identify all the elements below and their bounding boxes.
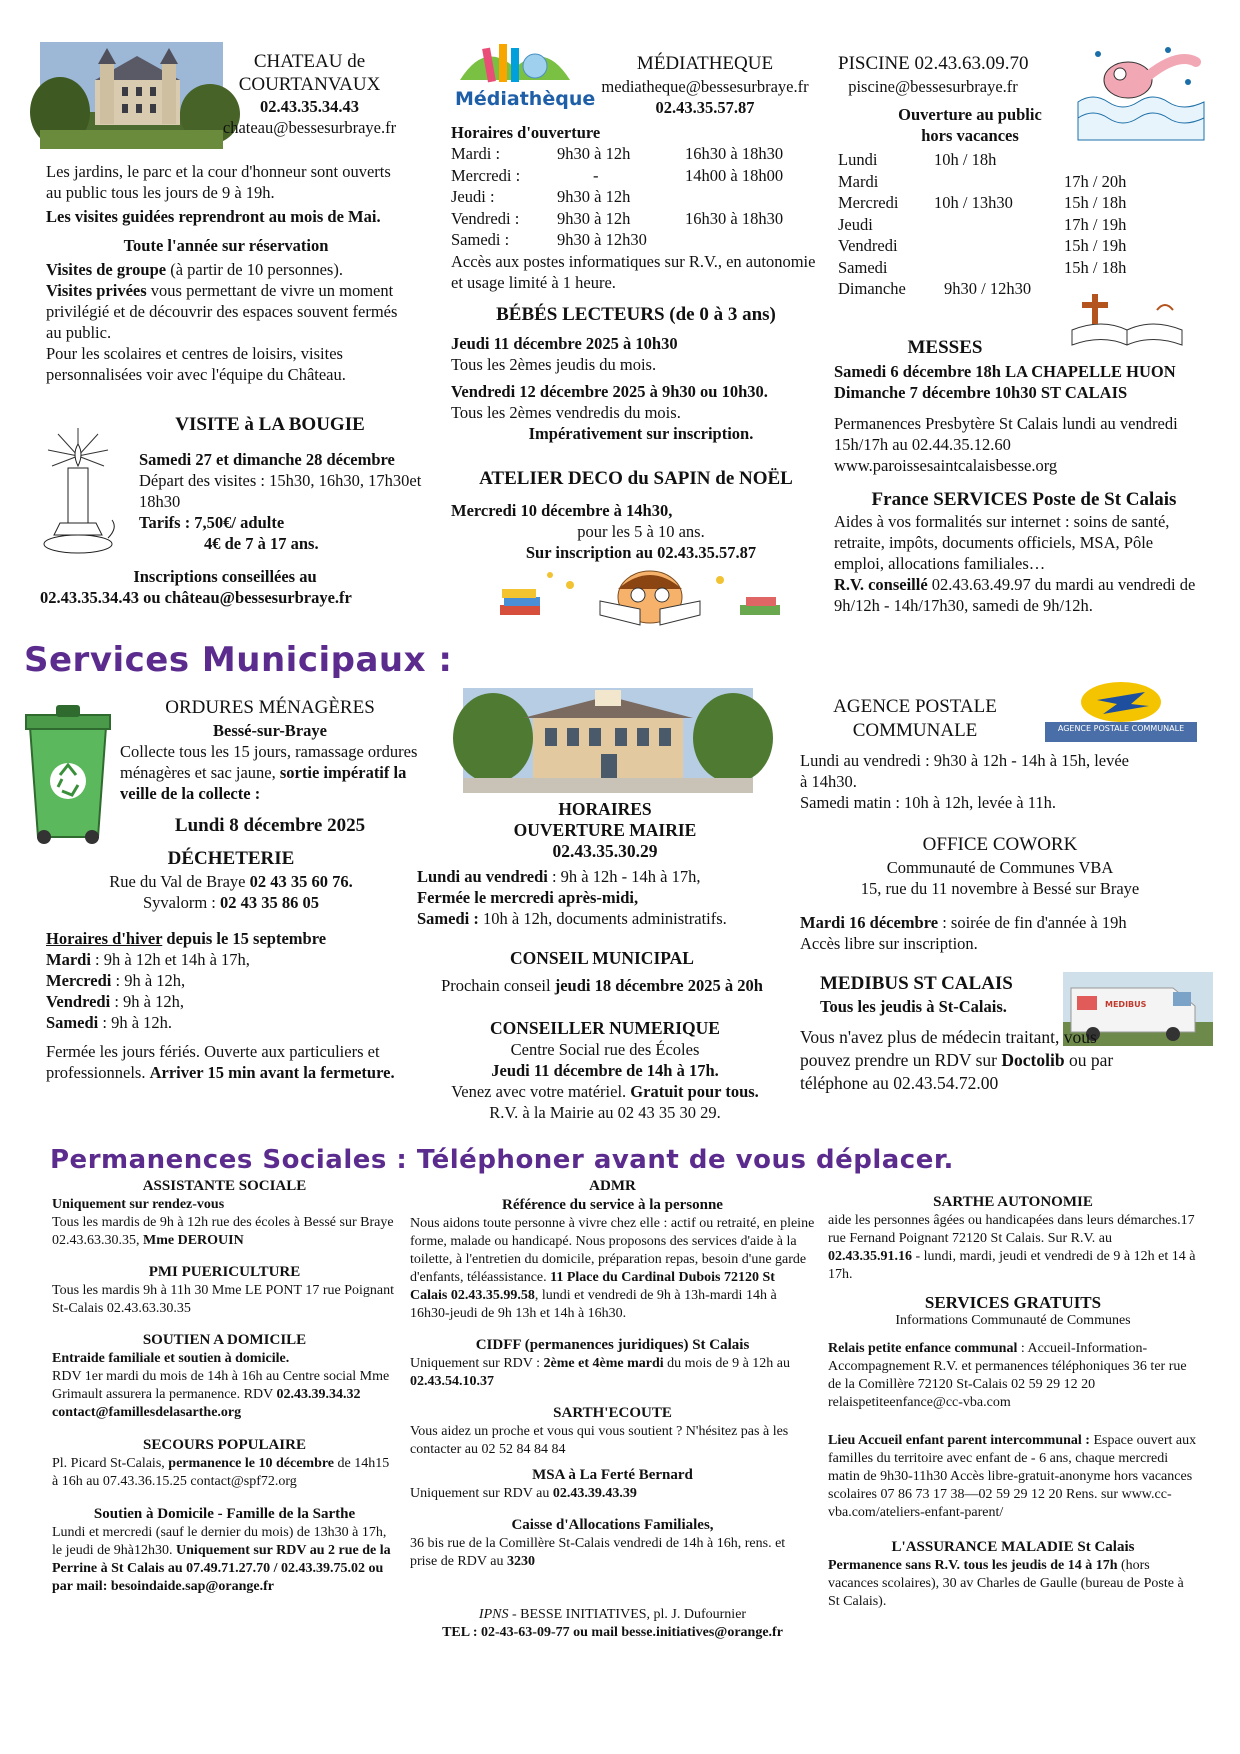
decheterie-hours: : 9h à 12h et 14h à 17h,	[90, 950, 250, 969]
atelier-title: ATELIER DECO du SAPIN de NOËL	[479, 468, 793, 489]
bougie-inscription-2[interactable]: 02.43.35.34.43 ou château@bessesurbraye.fr	[40, 588, 352, 607]
caf-text: 36 bis rue de la Comillère St-Calais vendredi de 14h à 16h, rens. et prise de RDV au	[410, 1536, 786, 1569]
hours-day: Samedi	[838, 257, 888, 277]
medibus-bus-label: MEDIBUS	[1105, 1000, 1147, 1009]
lieu-accueil-text[interactable]: Espace ouvert aux familles du territoire avec enfant de - 6 ans, chaque mercredi matin de 9h30-11h30 Accès libre-gratuit-anonyme hors vacances scolaires 07 86 73 17 38—02 59 29 12 20 Rens. sur www.cc-vba.com/ateliers-enfant-parent/	[828, 1433, 1197, 1520]
secours-contact[interactable]: de 14h15 à 16h au 07.43.36.15.25 contact@spf72.org	[52, 1456, 390, 1489]
bougie-tarif-1: Tarifs : 7,50€/ adulte	[139, 513, 285, 532]
services-municipaux-heading: Services Municipaux :	[24, 640, 453, 680]
cidff-text-2: du mois de 9 à 12h au	[663, 1356, 790, 1371]
sarthecoute-text[interactable]: Vous aidez un proche et vous qui vous soutient ? N'hésitez pas à les contacter au 02 52 84 84 84	[410, 1424, 789, 1457]
bougie-inscription-1: Inscriptions conseillées au	[133, 567, 317, 586]
chateau-photo	[40, 42, 223, 149]
chateau-title-1: CHATEAU de	[253, 51, 366, 72]
medibus-title: MEDIBUS ST CALAIS	[820, 973, 1013, 994]
decheterie-hours: : 9h à 12h,	[111, 971, 186, 990]
bougie-title: VISITE à LA BOUGIE	[175, 414, 365, 435]
chateau-phone[interactable]: 02.43.35.34.43	[260, 97, 359, 116]
hours-day: Mardi :	[451, 144, 501, 163]
agence-saturday: Samedi matin : 10h à 12h, levée à 11h.	[800, 793, 1056, 812]
hours-pm: 15h / 18h	[1064, 257, 1127, 277]
numerique-materiel: Venez avec votre matériel.	[451, 1082, 631, 1101]
assistante-title: ASSISTANTE SOCIALE	[142, 1178, 307, 1194]
mediatheque-logo-text: Médiathèque	[455, 88, 596, 110]
chateau-scolaires: Pour les scolaires et centres de loisirs, visites personnalisées voir avec l'équipe du Château.	[46, 344, 346, 384]
chateau-reservation: Toute l'année sur réservation	[123, 236, 329, 255]
mairie-photo	[463, 688, 753, 793]
cidff-days: 2ème et 4ème mardi	[543, 1356, 664, 1371]
mediatheque-title: MÉDIATHEQUE	[636, 53, 774, 74]
soutien-contact[interactable]: 02.43.39.34.32 contact@famillesdelasarthe.org	[52, 1387, 361, 1420]
soutien2-text: Lundi et mercredi (sauf le dernier du mois) de 13h30 à 17h, le jeudi de 9hà12h30.	[52, 1525, 387, 1558]
bebes-text-2: Tous les 2èmes vendredis du mois.	[451, 403, 681, 422]
secours-text: Pl. Picard St-Calais,	[52, 1456, 169, 1471]
messes-line-2: Dimanche 7 décembre 10h30 ST CALAIS	[834, 383, 1128, 402]
numerique-gratuit: Gratuit pour tous.	[630, 1082, 759, 1101]
bebes-text-1: Tous les 2èmes jeudis du mois.	[451, 355, 657, 374]
ordures-subtitle: Bessé-sur-Braye	[213, 721, 327, 740]
swimmer-icon	[1078, 42, 1204, 140]
mairie-phone[interactable]: 02.43.35.30.29	[552, 841, 658, 861]
msa-title: MSA à La Ferté Bernard	[532, 1467, 693, 1483]
numerique-title: CONSEILLER NUMERIQUE	[490, 1018, 720, 1038]
hours-am: 9h30 à 12h	[557, 144, 631, 163]
piscine-title[interactable]: PISCINE 02.43.63.09.70	[838, 53, 1029, 74]
mediatheque-phone[interactable]: 02.43.35.57.87	[655, 98, 755, 117]
cidff-title: CIDFF (permanences juridiques) St Calais	[475, 1337, 750, 1353]
permanences-heading: Permanences Sociales : Téléphoner avant de vous déplacer.	[50, 1145, 954, 1175]
hours-am: -	[593, 165, 599, 185]
admr-hours: , lundi et vendredi de 9h à 13h-mardi 14h à 16h30-jeudi de 9h 13h et 14h à 16h30.	[410, 1288, 777, 1321]
hours-am: 9h30 à 12h	[557, 187, 631, 206]
gratuits-subtitle: Informations Communauté de Communes	[895, 1313, 1131, 1328]
ipns-label: IPNS	[478, 1607, 509, 1622]
decheterie-day: Mercredi	[46, 971, 112, 990]
chateau-privees-text: vous permettant de vivre un moment privilégié et de découvrir des espaces souvent fermés au public.	[46, 281, 398, 342]
cowork-line-2: 15, rue du 11 novembre à Bessé sur Braye	[860, 879, 1140, 898]
atelier-age: pour les 5 à 10 ans.	[577, 522, 705, 541]
atelier-inscription[interactable]: Sur inscription au 02.43.35.57.87	[525, 543, 757, 562]
numerique-rv[interactable]: R.V. à la Mairie au 02 43 35 30 29.	[489, 1103, 721, 1122]
decheterie-day: Vendredi	[46, 992, 111, 1011]
agence-title-2: COMMUNALE	[852, 720, 978, 741]
cowork-event: : soirée de fin d'année à 19h	[938, 913, 1127, 932]
cowork-line-1: Communauté de Communes VBA	[886, 858, 1114, 877]
chateau-title-2: COURTANVAUX	[238, 74, 381, 95]
numerique-location: Centre Social rue des Écoles	[510, 1040, 700, 1059]
numerique-date: Jeudi 11 décembre de 14h à 17h.	[491, 1061, 719, 1080]
chateau-privees-label: Visites privées	[46, 281, 147, 300]
decheterie-hiver-text: depuis le 15 septembre	[162, 929, 327, 948]
cidff-phone[interactable]: 02.43.54.10.37	[410, 1374, 494, 1389]
admr-title: ADMR	[589, 1178, 636, 1194]
medibus-phone[interactable]: ou par téléphone au 02.43.54.72.00	[800, 1050, 1114, 1093]
mairie-saturday-hours: 10h à 12h, documents administratifs.	[478, 909, 727, 928]
piscine-email[interactable]: piscine@bessesurbraye.fr	[848, 77, 1018, 96]
hours-pm	[685, 229, 825, 251]
hours-am	[934, 171, 1064, 193]
assistante-name: Mme DEROUIN	[143, 1233, 244, 1248]
conseil-text: Prochain conseil	[441, 976, 555, 995]
hours-pm: 14h00 à 18h00	[685, 165, 784, 185]
hours-pm: 16h30 à 18h30	[685, 144, 784, 163]
hours-am	[934, 235, 1064, 257]
secours-date: permanence le 10 décembre	[168, 1456, 335, 1471]
admr-address: 11 Place du Cardinal Dubois 72120 St Calais 02.43.35.99.58	[410, 1270, 775, 1303]
chateau-text-1: Les jardins, le parc et la cour d'honneur sont ouverts au public tous les jours de 9 à 19h.	[46, 162, 391, 202]
medibus-doctolib[interactable]: Doctolib	[1001, 1050, 1065, 1070]
sarthe-autonomie-text: aide les personnes âgées ou handicapées dans leurs démarches.17 rue Fernand Poignant 72120 St Calais. Sur R.V. au	[828, 1213, 1195, 1246]
messes-line-1: Samedi 6 décembre 18h LA CHAPELLE HUON	[834, 362, 1176, 381]
decheterie-closed: Fermée les jours fériés. Ouverte aux particuliers et professionnels.	[46, 1042, 380, 1082]
msa-phone[interactable]: 02.43.39.43.39	[552, 1486, 637, 1501]
assurance-text: (hors vacances scolaires), 30 av Charles de Gaulle (bureau de Poste à St Calais).	[828, 1558, 1184, 1609]
hours-pm: 16h30 à 18h30	[685, 208, 784, 228]
hours-day: Mardi	[838, 171, 879, 191]
candle-icon	[38, 426, 118, 566]
hours-am	[934, 214, 1064, 236]
piscine-subtitle-2: hors vacances	[921, 126, 1019, 145]
caf-phone[interactable]: 3230	[506, 1554, 535, 1569]
sarthe-autonomie-hours: - lundi, mardi, jeudi et vendredi de 9 à 12h et 14 à 17h.	[828, 1249, 1196, 1282]
hours-pm: 15h / 19h	[1064, 236, 1127, 255]
cowork-date: Mardi 16 décembre	[800, 913, 939, 932]
hours-day: Dimanche	[838, 279, 906, 298]
france-services-text: Aides à vos formalités sur internet : soins de santé, retraite, impôts, documents officiels, MSA, Pôle emploi, allocations familiales…	[834, 512, 1170, 573]
bebes-date-2: Vendredi 12 décembre 2025 à 9h30 ou 10h30.	[451, 382, 768, 401]
decheterie-title: DÉCHETERIE	[167, 848, 295, 869]
msa-text: Uniquement sur RDV au	[410, 1486, 553, 1501]
messes-title: MESSES	[907, 337, 983, 358]
ordures-text-bold: sortie impératif la veille de la collecte :	[120, 763, 407, 803]
soutien-text: RDV 1er mardi du mois de 14h à 16h au Centre social Mme Grimault assurera la permanence. RDV	[52, 1369, 390, 1402]
caf-title: Caisse d'Allocations Familiales,	[511, 1517, 714, 1533]
piscine-hours-table	[838, 149, 1178, 300]
soutien2-contact[interactable]: Uniquement sur RDV au 2 rue de la Perrine à St Calais au 07.49.71.27.70 / 02.43.39.75.02 ou par mail: besoindaide.sap@orange.fr	[52, 1543, 391, 1594]
hours-am: 9h30 à 12h30	[557, 230, 647, 249]
chateau-email[interactable]: chateau@bessesurbraye.fr	[222, 118, 397, 137]
decheterie-syvalorm-label: Syvalorm :	[143, 893, 220, 912]
hours-am: 10h / 18h	[934, 150, 997, 169]
decheterie-day: Mardi	[46, 950, 91, 969]
gratuits-title: SERVICES GRATUITS	[924, 1293, 1102, 1312]
bougie-dates: Samedi 27 et dimanche 28 décembre	[139, 450, 395, 469]
la-poste-logo	[1045, 680, 1197, 742]
hours-day: Samedi :	[451, 230, 510, 249]
hours-am: 10h / 13h30	[934, 193, 1013, 212]
hours-pm: 17h / 19h	[1064, 214, 1127, 234]
mairie-weekday-label: Lundi au vendredi	[417, 867, 548, 886]
admr-text: Nous aidons toute personne à vivre chez elle : actif ou retraité, en pleine forme, malade ou handicapé. Nous proposons des services d'aide à la toilette, à l'entretien du domicile, préparation repas, besoin d'une garde d'enfants, téléassistance.	[410, 1216, 815, 1285]
ipns-org: - BESSE INITIATIVES, pl. J. Dufournier	[508, 1607, 747, 1622]
cowork-access: Accès libre sur inscription.	[800, 934, 978, 953]
decheterie-closed-bold: Arriver 15 min avant la fermeture.	[149, 1063, 395, 1082]
hours-day: Vendredi :	[451, 208, 520, 228]
hours-am: 9h30 à 12h	[557, 208, 631, 228]
mediatheque-hours-table	[451, 143, 831, 251]
sarthecoute-title: SARTH'ECOUTE	[553, 1405, 672, 1421]
piscine-subtitle-1: Ouverture au public	[898, 105, 1042, 124]
decheterie-day: Samedi	[46, 1013, 99, 1032]
relais-label: Relais petite enfance communal	[828, 1341, 1018, 1356]
mediatheque-hours-title: Horaires d'ouverture	[451, 123, 601, 142]
bougie-tarif-2: 4€ de 7 à 17 ans.	[204, 534, 319, 553]
france-services-rv-text[interactable]: 02.43.63.49.97 du mardi au vendredi de 9h/12h - 14h/17h30, samedi de 9h/12h.	[834, 575, 1196, 615]
hours-pm: 17h / 20h	[1064, 171, 1127, 191]
hours-pm: 15h / 18h	[1064, 193, 1127, 212]
relais-text[interactable]: : Accueil-Information-Accompagnement R.V. et permanences téléphoniques 36 ter rue de la Comillère 72120 St-Calais 02 59 29 12 20 relaispetiteenfance@cc-vba.com	[828, 1341, 1187, 1410]
mediatheque-acces: Accès aux postes informatiques sur R.V., en autonomie et usage limité à 1 heure.	[451, 251, 816, 292]
hours-day: Lundi	[838, 150, 878, 169]
hours-am: 9h30 / 12h30	[944, 279, 1032, 298]
hours-day: Mercredi :	[451, 165, 521, 185]
pmi-text: Tous les mardis 9h à 11h 30 Mme LE PONT 17 rue Poignant St-Calais 02.43.63.30.35	[52, 1283, 394, 1316]
hours-day: Jeudi	[838, 214, 873, 234]
soutien-subtitle: Entraide familiale et soutien à domicile.	[52, 1351, 290, 1366]
assistante-text: Tous les mardis de 9h à 12h rue des écoles à Bessé sur Braye 02.43.63.30.35,	[52, 1215, 394, 1248]
decheterie-phone-1[interactable]: 02 43 35 60 76.	[249, 872, 353, 891]
cidff-text: Uniquement sur RDV :	[410, 1356, 544, 1371]
messes-website[interactable]: www.paroissesaintcalaisbesse.org	[834, 456, 1058, 475]
hours-day: Mercredi	[838, 193, 899, 212]
chateau-groupe-label: Visites de groupe	[46, 260, 167, 279]
hours-day: Jeudi :	[451, 187, 495, 206]
reading-kids-illustration	[490, 565, 800, 630]
bougie-depart: Départ des visites : 15h30, 16h30, 17h30et 18h30	[139, 471, 422, 511]
medibus-text: Vous n'avez plus de médecin traitant, vous pouvez prendre un RDV sur	[800, 1027, 1097, 1070]
chateau-groupe-text: (à partir de 10 personnes).	[166, 260, 343, 279]
mairie-saturday-label: Samedi :	[417, 909, 479, 928]
decheterie-phone-2[interactable]: 02 43 35 86 05	[220, 893, 319, 912]
pmi-title: PMI PUERICULTURE	[148, 1264, 301, 1280]
sarthe-autonomie-phone[interactable]: 02.43.35.91.16	[828, 1249, 912, 1264]
mairie-weekday-hours: : 9h à 12h - 14h à 17h,	[547, 867, 701, 886]
ordures-text: Collecte tous les 15 jours, ramassage ordures ménagères et sac jaune,	[120, 742, 418, 782]
conseil-date: jeudi 18 décembre 2025 à 20h	[554, 976, 763, 995]
conseil-title: CONSEIL MUNICIPAL	[510, 948, 694, 968]
france-services-title: France SERVICES Poste de St Calais	[871, 489, 1177, 510]
soutien-title: SOUTIEN A DOMICILE	[142, 1332, 307, 1348]
la-poste-logo-text: AGENCE POSTALE COMMUNALE	[1057, 724, 1185, 733]
hours-pm	[685, 186, 825, 208]
mediatheque-email[interactable]: mediatheque@bessesurbraye.fr	[601, 77, 809, 96]
lieu-accueil-label: Lieu Accueil enfant parent intercommunal :	[828, 1433, 1090, 1448]
assurance-permanence: Permanence sans R.V. tous les jeudis de 14 à 17h	[828, 1558, 1118, 1573]
messes-permanences: Permanences Presbytère St Calais lundi au vendredi 15h/17h au 02.44.35.12.60	[834, 414, 1178, 454]
sarthe-autonomie-title: SARTHE AUTONOMIE	[933, 1194, 1093, 1210]
secours-title: SECOURS POPULAIRE	[143, 1437, 306, 1453]
recycling-bin-icon	[22, 697, 114, 845]
atelier-date: Mercredi 10 décembre à 14h30,	[451, 501, 673, 520]
bebes-inscription: Impérativement sur inscription.	[528, 424, 754, 443]
hours-am	[934, 257, 1064, 279]
cowork-title: OFFICE COWORK	[922, 834, 1078, 855]
bebes-date-1: Jeudi 11 décembre 2025 à 10h30	[451, 334, 678, 353]
ordures-title: ORDURES MÉNAGÈRES	[165, 697, 375, 718]
decheterie-hours: : 9h à 12h,	[110, 992, 184, 1011]
ordures-date: Lundi 8 décembre 2025	[174, 815, 366, 836]
decheterie-address: Rue du Val de Braye	[109, 872, 250, 891]
agence-weekday: Lundi au vendredi : 9h30 à 12h - 14h à 15h, levée à 14h30.	[800, 751, 1129, 791]
admr-subtitle: Référence du service à la personne	[502, 1197, 723, 1213]
hours-day: Vendredi	[838, 236, 898, 255]
soutien2-title: Soutien à Domicile - Famille de la Sarthe	[93, 1506, 356, 1522]
decheterie-hiver-label: Horaires d'hiver	[46, 929, 163, 948]
decheterie-hours: : 9h à 12h.	[98, 1013, 173, 1032]
ipns-contact[interactable]: TEL : 02-43-63-09-77 ou mail besse.initiatives@orange.fr	[442, 1625, 783, 1640]
mairie-title-1: HORAIRES	[558, 799, 652, 819]
assistante-subtitle: Uniquement sur rendez-vous	[52, 1197, 225, 1212]
mairie-title-2: OUVERTURE MAIRIE	[513, 820, 697, 840]
mediatheque-logo	[455, 40, 596, 118]
bebes-title: BÉBÉS LECTEURS (de 0 à 3 ans)	[496, 304, 776, 325]
hours-pm	[1064, 149, 1178, 171]
agence-title-1: AGENCE POSTALE	[833, 696, 997, 717]
france-services-rv-label: R.V. conseillé	[834, 575, 928, 594]
assurance-title: L'ASSURANCE MALADIE St Calais	[891, 1539, 1135, 1555]
bible-cross-icon	[1062, 290, 1192, 355]
mairie-wednesday: Fermée le mercredi après-midi,	[417, 888, 639, 907]
medibus-subtitle: Tous les jeudis à St-Calais.	[820, 997, 1007, 1016]
chateau-text-2: Les visites guidées reprendront au mois de Mai.	[46, 207, 381, 226]
